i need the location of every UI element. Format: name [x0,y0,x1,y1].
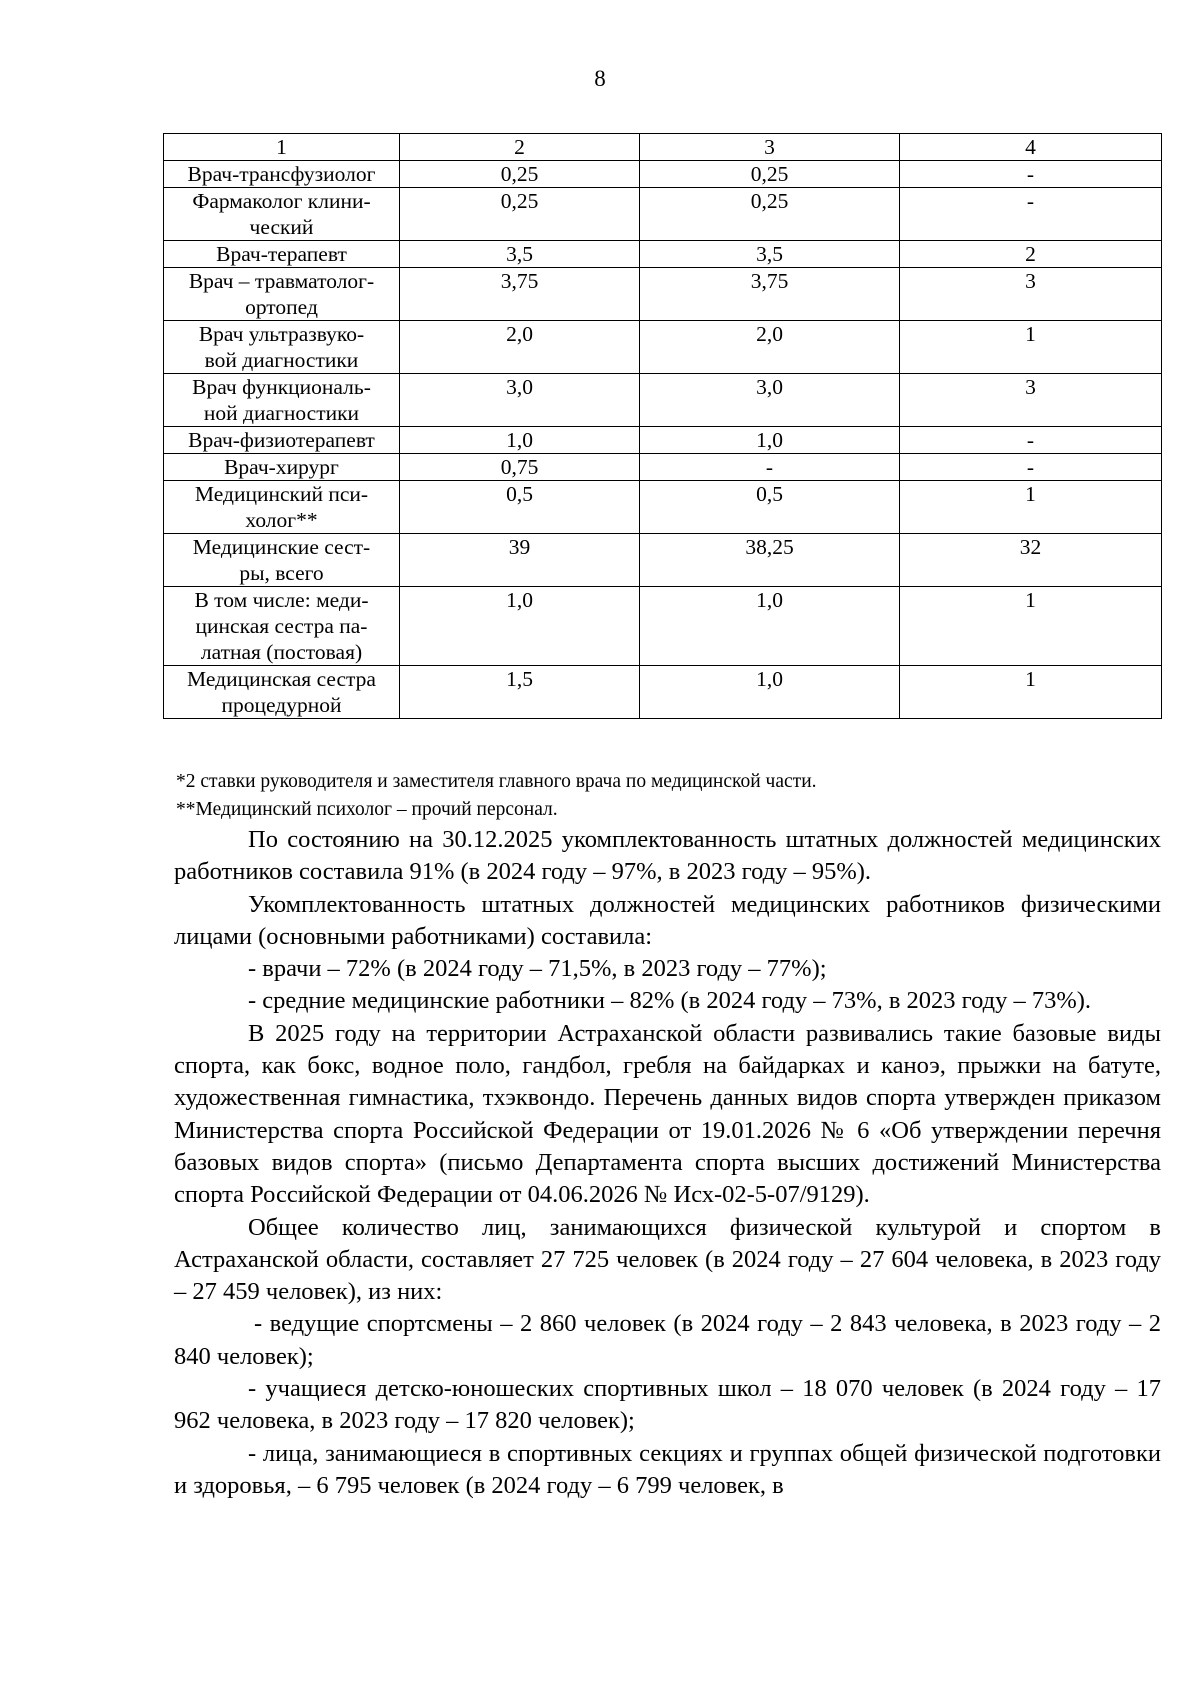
value-cell: 3,0 [400,374,640,427]
body-text [174,824,1161,1502]
table-row [164,454,1162,481]
value-cell: 2,0 [400,321,640,374]
value-cell: 2,0 [640,321,900,374]
position-cell: Медицинская сестра процедурной [164,666,400,719]
value-cell: 2 [900,241,1162,268]
table-header-cell: 1 [164,134,400,161]
value-cell: 3,5 [400,241,640,268]
footnote: *2 ставки руководителя и заместителя главного врача по медицинской части. [176,771,817,792]
value-cell: 1,0 [400,427,640,454]
table-row [164,268,1162,321]
value-cell: 3,75 [640,268,900,321]
value-cell: - [900,427,1162,454]
staffing-table [163,133,1162,719]
table-header-cell: 2 [400,134,640,161]
value-cell: - [900,161,1162,188]
paragraph: По состоянию на 30.12.2025 укомплектованность штатных должностей медицинских работников составила 91% (в 2024 году – 97%, в 2023 году – 95%). [174,826,1161,886]
value-cell: 1 [900,666,1162,719]
value-cell: 0,25 [640,188,900,241]
value-cell: 38,25 [640,534,900,587]
position-cell: В том числе: меди- цинская сестра па- латная (постовая) [164,587,400,666]
paragraph: Общее количество лиц, занимающихся физической культурой и спортом в Астраханской области, составляет 27 725 человек (в 2024 году – 27 604 человека, в 2023 году – 27 459 человек), из них: [174,1213,1161,1306]
value-cell: - [900,188,1162,241]
value-cell: 0,5 [640,481,900,534]
position-cell: Врач функциональ- ной диагностики [164,374,400,427]
table-row [164,481,1162,534]
value-cell: 32 [900,534,1162,587]
value-cell: - [640,454,900,481]
list-item: - ведущие спортсмены – 2 860 человек (в 2024 году – 2 843 человека, в 2023 году – 2 840 человек); [174,1310,1161,1370]
value-cell: 39 [400,534,640,587]
table-row [164,241,1162,268]
value-cell: 3,75 [400,268,640,321]
position-cell: Врач ультразвуко- вой диагностики [164,321,400,374]
position-cell: Врач – травматолог- ортопед [164,268,400,321]
position-cell: Врач-физиотерапевт [164,427,400,454]
value-cell: 1,0 [640,666,900,719]
list-item: - лица, занимающиеся в спортивных секциях и группах общей физической подготовки и здоровья, – 6 795 человек (в 2024 году – 6 799 человек, в [174,1439,1161,1499]
table-row [164,321,1162,374]
position-cell: Медицинские сест- ры, всего [164,534,400,587]
value-cell: 0,75 [400,454,640,481]
table-row [164,427,1162,454]
table-header-cell: 4 [900,134,1162,161]
position-cell: Врач-хирург [164,454,400,481]
value-cell: 1 [900,481,1162,534]
table-row [164,587,1162,666]
table-header-cell: 3 [640,134,900,161]
value-cell: - [900,454,1162,481]
table-header-row [164,134,1162,161]
table-footnotes [176,768,1161,824]
table-row [164,534,1162,587]
value-cell: 3,0 [640,374,900,427]
list-item: - учащиеся детско-юношеских спортивных школ – 18 070 человек (в 2024 году – 17 962 человека, в 2023 году – 17 820 человек); [174,1375,1161,1435]
list-item: - средние медицинские работники – 82% (в 2024 году – 73%, в 2023 году – 73%). [248,987,1092,1015]
value-cell: 0,25 [400,161,640,188]
table-row [164,188,1162,241]
value-cell: 3 [900,268,1162,321]
value-cell: 1 [900,321,1162,374]
table-row [164,666,1162,719]
position-cell: Фармаколог клини- ческий [164,188,400,241]
value-cell: 3,5 [640,241,900,268]
value-cell: 0,5 [400,481,640,534]
value-cell: 0,25 [400,188,640,241]
footnote: **Медицинский психолог – прочий персонал. [176,799,558,820]
position-cell: Врач-терапевт [164,241,400,268]
position-cell: Врач-трансфузиолог [164,161,400,188]
value-cell: 1,5 [400,666,640,719]
value-cell: 0,25 [640,161,900,188]
paragraph: В 2025 году на территории Астраханской области развивались такие базовые виды спорта, как бокс, водное поло, гандбол, гребля на байдарках и каноэ, прыжки на батуте, художественная гимнастика, тхэквондо. Перечень данных видов спорта утвержден приказом Министерства спорта Российской Федерации от 19.01.2026 № 6 «Об утверждении перечня базовых видов спорта» (письмо Департамента спорта высших достижений Министерства спорта Российской Федерации от 04.06.2026 № Исх-02-5-07/9129). [174,1019,1161,1209]
table-row [164,161,1162,188]
list-item: - врачи – 72% (в 2024 году – 71,5%, в 2023 году – 77%); [248,955,827,983]
page-number: 8 [594,66,606,91]
position-cell: Медицинский пси- холог** [164,481,400,534]
value-cell: 3 [900,374,1162,427]
value-cell: 1,0 [400,587,640,666]
value-cell: 1 [900,587,1162,666]
table-row [164,374,1162,427]
paragraph: Укомплектованность штатных должностей медицинских работников физическими лицами (основными работниками) составила: [174,890,1161,950]
value-cell: 1,0 [640,427,900,454]
value-cell: 1,0 [640,587,900,666]
